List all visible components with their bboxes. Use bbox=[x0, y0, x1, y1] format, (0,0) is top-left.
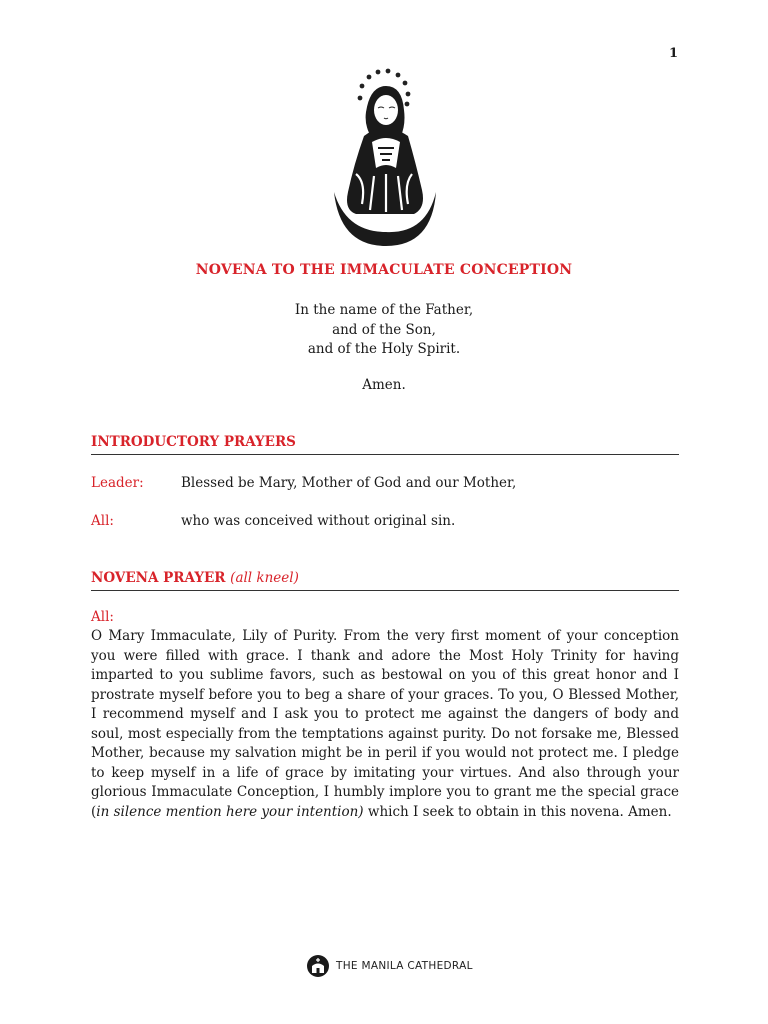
section-title: INTRODUCTORY PRAYERS bbox=[91, 434, 296, 450]
role-label: Leader: bbox=[91, 475, 144, 491]
invocation-line: In the name of the Father, bbox=[294, 302, 474, 318]
page-number: 1 bbox=[668, 46, 678, 61]
invocation-line: and of the Holy Spirit. bbox=[307, 341, 461, 357]
prayer-instruction: in silence mention here your intention) bbox=[96, 803, 364, 820]
section-note: (all kneel) bbox=[230, 570, 299, 586]
prayer-body: O Mary Immaculate, Lily of Purity. From the very first moment of your conception you were filled with grace. I thank and adore the Most Holy Trinity for having imparted to you sublime favors, such as bestowal on you of this great honor and I prostrate myself before you to beg a share of your graces. To you, O Blessed Mother, I recommend myself and I ask you to protect me against the dangers of body and soul, most especially from the temptations against purity. Do not forsake me, Blessed Mother, because my salvation might be in peril if you would not protect me. I pledge to keep myself in a life of grace by imitating your virtues. And also through your glorious Immaculate Conception, I humbly implore you to grant me the special grace ( bbox=[91, 628, 679, 820]
role-label: All: bbox=[91, 513, 114, 529]
section-title: NOVENA PRAYER bbox=[91, 570, 226, 586]
introductory-prayers-heading bbox=[91, 434, 679, 455]
novena-prayer-text bbox=[91, 627, 679, 822]
invocation-line: and of the Son, bbox=[332, 321, 436, 338]
opening-invocation bbox=[0, 301, 768, 360]
role-label: All: bbox=[91, 609, 114, 625]
immaculate-conception-figure-icon bbox=[326, 64, 442, 250]
document-title: NOVENA TO THE IMMACULATE CONCEPTION bbox=[195, 262, 573, 278]
footer-label: THE MANILA CATHEDRAL bbox=[336, 960, 473, 972]
footer bbox=[306, 952, 473, 980]
cathedral-logo-icon bbox=[306, 954, 330, 978]
prayer-line: who was conceived without original sin. bbox=[181, 513, 456, 529]
prayer-ending: which I seek to obtain in this novena. Amen. bbox=[363, 803, 672, 820]
prayer-line: Blessed be Mary, Mother of God and our Mother, bbox=[181, 475, 517, 491]
amen-line: Amen. bbox=[362, 377, 406, 393]
novena-prayer-heading bbox=[91, 570, 679, 591]
